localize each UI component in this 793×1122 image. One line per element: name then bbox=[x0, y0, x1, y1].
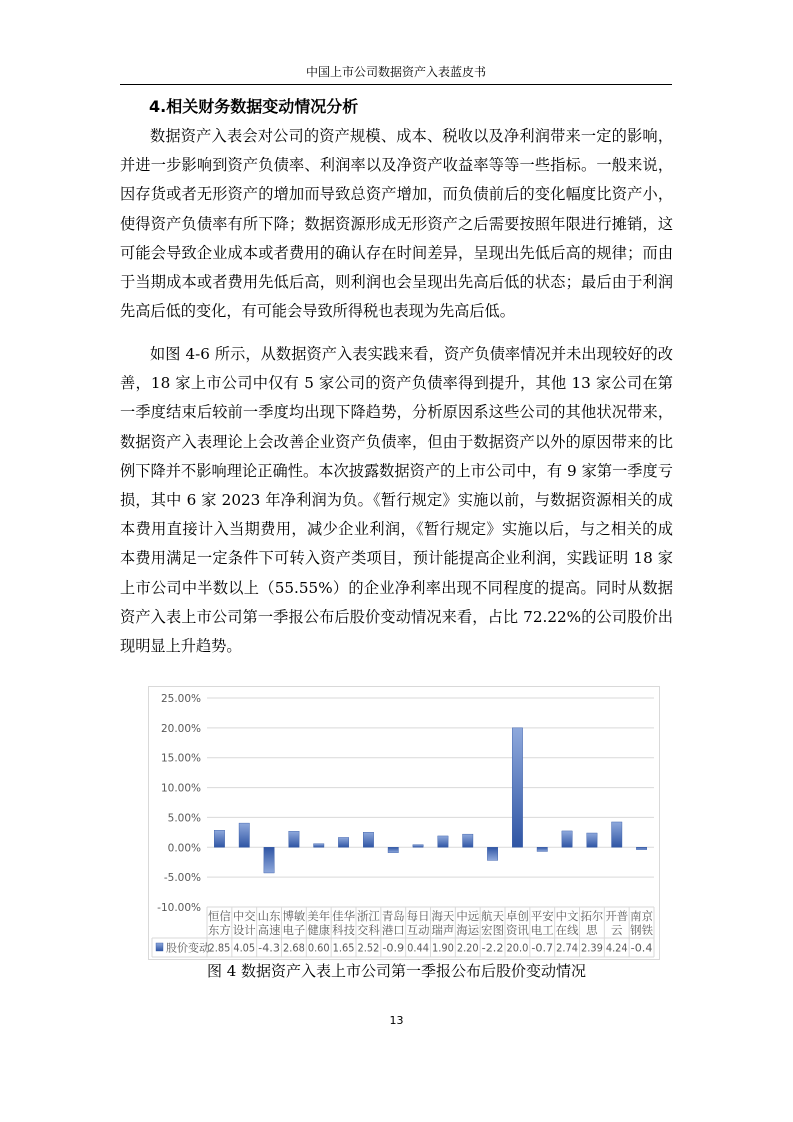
data-label: 2.39 bbox=[581, 941, 603, 955]
category-label: 钢铁 bbox=[630, 923, 654, 937]
data-label: 4.24 bbox=[605, 941, 628, 955]
data-label: 2.52 bbox=[357, 941, 380, 955]
category-label: 海运 bbox=[456, 923, 480, 937]
y-tick-label: -5.00% bbox=[163, 872, 201, 885]
category-label: 每日 bbox=[406, 909, 430, 923]
bar-2 bbox=[264, 847, 274, 873]
category-label: 博敏 bbox=[282, 909, 306, 923]
bar-5 bbox=[338, 837, 348, 847]
category-label: 南京 bbox=[630, 909, 654, 923]
y-tick-label: 10.00% bbox=[160, 782, 201, 795]
bar-16 bbox=[612, 822, 622, 847]
category-label: 中远 bbox=[456, 909, 480, 923]
data-label: -2.2 bbox=[481, 941, 504, 955]
category-label: 资讯 bbox=[506, 923, 530, 937]
section-title: 4.相关财务数据变动情况分析 bbox=[149, 97, 359, 116]
bar-1 bbox=[239, 823, 249, 847]
category-label: 佳华 bbox=[332, 909, 356, 923]
category-label: 中交 bbox=[232, 909, 257, 923]
category-label: 云 bbox=[611, 923, 623, 937]
category-label: 恒信 bbox=[208, 909, 232, 923]
data-label: 2.74 bbox=[556, 941, 578, 955]
category-label: 电工 bbox=[530, 923, 555, 937]
page-number: 13 bbox=[389, 1014, 404, 1027]
header-rule bbox=[120, 84, 672, 85]
y-tick-label: 25.00% bbox=[160, 693, 201, 705]
data-label: 2.68 bbox=[283, 941, 305, 955]
category-label: 拓尔 bbox=[580, 909, 604, 923]
bar-11 bbox=[487, 847, 497, 860]
data-label: 1.90 bbox=[432, 941, 454, 955]
y-tick-label: 20.00% bbox=[160, 722, 201, 735]
category-label: 平安 bbox=[530, 909, 555, 923]
category-label: 思 bbox=[586, 923, 599, 937]
data-label: 0.44 bbox=[407, 941, 430, 955]
data-label: 20.0 bbox=[506, 941, 529, 955]
bar-12 bbox=[512, 728, 522, 847]
category-label: 美年 bbox=[307, 909, 331, 923]
y-tick-label: 5.00% bbox=[167, 812, 201, 825]
data-label: 2.20 bbox=[456, 941, 479, 955]
figure-caption: 图 4 数据资产入表上市公司第一季报公布后股价变动情况 bbox=[206, 962, 587, 980]
data-label: -0.7 bbox=[531, 941, 554, 955]
category-label: 海天 bbox=[431, 909, 455, 923]
data-label: -0.9 bbox=[382, 941, 405, 955]
category-label: 电子 bbox=[282, 923, 306, 937]
bar-13 bbox=[537, 847, 547, 851]
category-label: 卓创 bbox=[506, 909, 529, 923]
running-header: 中国上市公司数据资产入表蓝皮书 bbox=[305, 65, 486, 79]
bar-14 bbox=[562, 831, 572, 847]
bar-4 bbox=[314, 844, 324, 848]
chart-canvas bbox=[149, 687, 659, 959]
category-label: 在线 bbox=[555, 923, 579, 937]
data-label: -4.3 bbox=[258, 941, 280, 955]
category-label: 青岛 bbox=[381, 909, 405, 923]
bar-8 bbox=[413, 845, 423, 848]
bar-9 bbox=[438, 836, 448, 847]
y-tick-label: 0.00% bbox=[167, 842, 201, 855]
category-label: 宏图 bbox=[481, 923, 505, 937]
category-label: 健康 bbox=[307, 923, 331, 937]
stock-change-chart bbox=[148, 686, 660, 960]
y-tick-label: -10.00% bbox=[157, 902, 201, 914]
y-tick-label: 15.00% bbox=[160, 752, 201, 765]
category-label: 设计 bbox=[232, 923, 257, 937]
category-label: 科技 bbox=[332, 923, 356, 937]
category-label: 瑞声 bbox=[431, 923, 455, 937]
bar-15 bbox=[587, 833, 597, 847]
bar-17 bbox=[636, 847, 646, 849]
data-label: 0.60 bbox=[307, 941, 330, 955]
bar-3 bbox=[289, 831, 299, 847]
legend-key bbox=[156, 943, 163, 951]
bar-0 bbox=[214, 830, 224, 847]
category-label: 开普 bbox=[605, 909, 629, 923]
data-label: 1.65 bbox=[332, 941, 355, 955]
data-label: 2.85 bbox=[208, 941, 231, 955]
legend-label: 股价变动 bbox=[166, 941, 210, 955]
category-label: 航天 bbox=[481, 909, 505, 923]
body-paragraph-2: 如图 4-6 所示，从数据资产入表实践来看，资产负债率情况并未出现较好的改善，18 家上市公司中仅有 5 家公司的资产负债率得到提升，其他 13 家公司在第一季度结束后较前一季度均出现下降趋势，分析原因系这些公司的其他状况带来，数据资产入表理论上会改善企业资产负债率，但由于数据资产以外的原因带来的比例下降并不影响理论正确性。本次披露数据资产的上市公司中，有 9 家第一季度亏损，其中 6 家 2023 年净利润为负。《暂行规定》实施以前，与数据资源相关的成本费用直接计入当期费用，减少企业利润，《暂行规定》实施以后，与之相关的成本费用满足一定条件下可转入资产类项目，预计能提高企业利润，实践证明 18 家上市公司中半数以上（55.55%）的企业净利率出现不同程度的提高。同时从数据资产入表上市公司第一季报公布后股价变动情况来看，占比 72.22%的公司股价出现明显上升趋势。 bbox=[120, 345, 673, 656]
category-label: 浙江 bbox=[357, 909, 381, 923]
body-paragraph-1: 数据资产入表会对公司的资产规模、成本、税收以及净利润带来一定的影响，并进一步影响到资产负债率、利润率以及净资产收益率等等一些指标。一般来说，因存货或者无形资产的增加而导致总资产增加，而负债前后的变化幅度比资产小，使得资产负债率有所下降；数据资源形成无形资产之后需要按照年限进行摊销，这可能会导致企业成本或者费用的确认存在时间差异，呈现出先低后高的规律；而由于当期成本或者费用先低后高，则利润也会呈现出先高后低的状态；最后由于利润先高后低的变化，有可能会导致所得税也表现为先高后低。 bbox=[120, 127, 673, 321]
category-label: 港口 bbox=[381, 923, 405, 937]
category-label: 高速 bbox=[257, 923, 281, 937]
category-label: 互动 bbox=[406, 923, 430, 937]
bar-6 bbox=[363, 832, 373, 847]
data-label: 4.05 bbox=[233, 941, 256, 955]
category-label: 山东 bbox=[257, 909, 281, 923]
category-label: 东方 bbox=[208, 923, 231, 937]
category-label: 交科 bbox=[357, 923, 381, 937]
data-label: -0.4 bbox=[630, 941, 653, 955]
category-label: 中文 bbox=[555, 909, 579, 923]
bar-10 bbox=[463, 834, 473, 847]
bar-7 bbox=[388, 847, 398, 852]
